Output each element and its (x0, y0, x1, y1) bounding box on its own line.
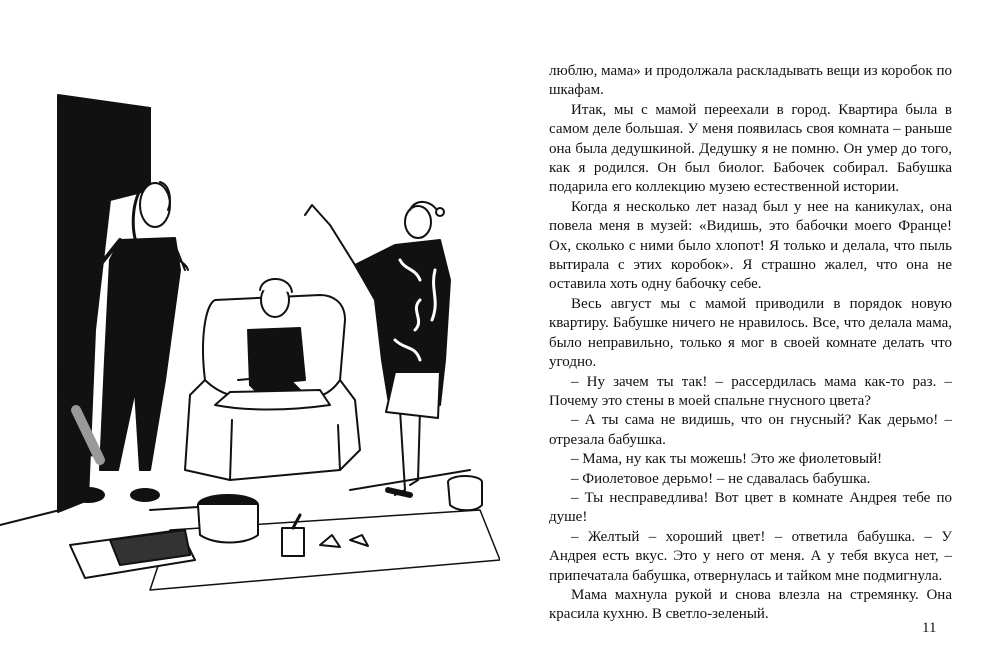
body-text (549, 62, 952, 625)
paragraph: – А ты сама не видишь, что он гнусный? Как дерьмо! – отрезала бабушка. (549, 412, 952, 448)
paragraph: – Фиолетовое дерьмо! – не сдавалась бабушка. (571, 470, 871, 487)
paragraph: – Мама, ну как ты можешь! Это же фиолетовый! (571, 451, 883, 468)
paragraph: – Ну зачем ты так! – рассердилась мама как-то раз. – Почему это стены в моей спальне гнусного цвета? (549, 373, 952, 409)
paragraph: Мама махнула рукой и снова влезла на стремянку. Она красила кухню. В светло-зеленый. (549, 586, 952, 623)
paragraph: Весь август мы с мамой приводили в порядок новую квартиру. Бабушке ничего не нравилось. Все, что делала мама, было неправильно, только я мог в своей комнате делать что угодно. (549, 295, 952, 371)
paragraph: – Ты несправедлива! Вот цвет в комнате Андрея тебе по душе! (549, 489, 952, 526)
paragraph: – Желтый – хороший цвет! – ответила бабушка. – У Андрея есть вкус. Это у него от меня. А у тебя вкуса нет, – припечатала бабушка, отвернулась и тайком мне подмигнула. (549, 528, 952, 584)
paragraph: Когда я несколько лет назад был у нее на каникулах, она повела меня в музей: «Видишь, это бабочки моего Франце! Ох, сколько с ними было хлопот! Я только и делала, что пыль вытирала с этих коробок». Я страшно жалел, что она не оставила хоть одну бабочку себе. (549, 198, 952, 293)
paragraph: люблю, мама» и продолжала раскладывать вещи из коробок по шкафам. (549, 63, 952, 99)
page-number: 11 (922, 620, 937, 636)
paragraph: Итак, мы с мамой переехали в город. Квартира была в самом деле большая. У меня появилась своя комната – раньше она была дедушкиной. Дедушку я не помню. Он умер до того, как я родился. Он был биолог. Бабочек собирал. Бабушка подарила его коллекцию музею естественной истории. (549, 101, 952, 196)
